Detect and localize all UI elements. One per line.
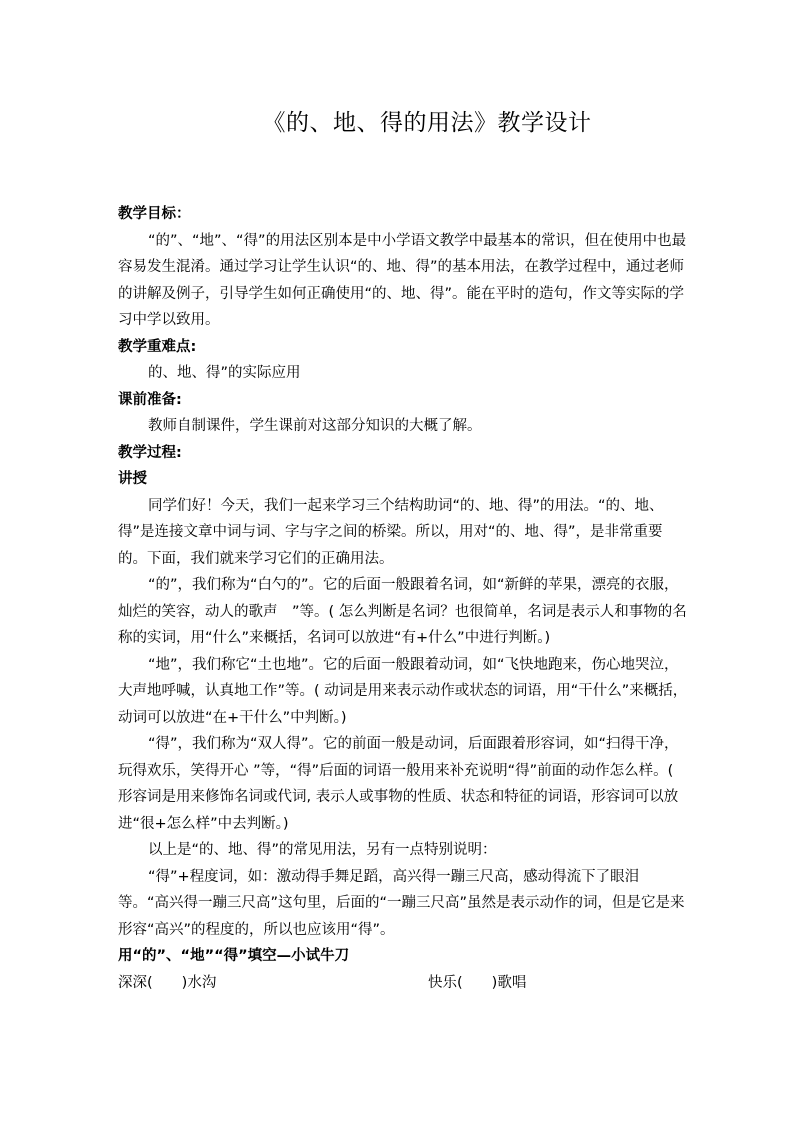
difficulty-text: 的、地、得”的实际应用 <box>148 365 301 381</box>
process-heading: 教学过程: <box>118 444 182 461</box>
exercise-row <box>118 970 688 997</box>
exercise-item-right: 快乐( )歌唱 <box>428 974 527 991</box>
goal-heading: 教学目标： <box>118 206 191 222</box>
lecture-heading: 讲授 <box>118 471 147 487</box>
prep-heading: 课前准备: <box>118 391 182 408</box>
prep-text: 教师自制课件，学生课前对这部分知识的大概了解。 <box>148 418 482 434</box>
page-title: 《的、地、得的用法》教学设计 <box>262 110 592 136</box>
paragraph-di: “地”，我们称它“土也地”。它的后面一般跟着动词，如“飞快地跑来，伤心地哭泣，大声地呼喊，认真地工作”等。( 动词是用来表示动作或状态的词语，用“干什么”来概括，动词可以放进“在+干什么”中判断。) <box>118 656 688 726</box>
document-body <box>118 201 688 996</box>
exercise-item-left: 深深( )水沟 <box>118 974 217 991</box>
paragraph-de: “的”，我们称为“白勺的”。它的后面一般跟着名词，如“新鲜的苹果，漂亮的衣服，灿烂的笑容，动人的歌声 ”等。( 怎么判断是名词？也很简单，名词是表示人和事物的名称的实词，用“什么”来概括，名词可以放进“有+什么”中进行判断。) <box>118 577 687 646</box>
paragraph-dei: “得”，我们称为“双人得”。它的前面一般是动词，后面跟着形容词，如“扫得干净，玩得欢乐，笑得开心 ”等，“得”后面的词语一般用来补充说明“得”前面的动作怎么样。( 形容词是用来修饰名词或代词, 表示人或事物的性质、状态和特征的词语，形容词可以放进“很+怎么样”中去判断。) <box>118 736 679 832</box>
paragraph-summary: 以上是“的、地、得”的常见用法，另有一点特别说明： <box>148 842 497 858</box>
difficulty-heading: 教学重难点: <box>118 338 197 355</box>
goal-text: “的”、“地”、“得”的用法区别本是中小学语文教学中最基本的常识，但在使用中也最容易发生混淆。通过学习让学生认识“的、地、得”的基本用法，在教学过程中，通过老师的讲解及例子，引导学生如何正确使用“的、地、得”。能在平时的造句，作文等实际的学习中学以致用。 <box>118 232 687 328</box>
paragraph-intro: 同学们好！今天，我们一起来学习三个结构助词“的、地、得”的用法。“的、地、得”是连接文章中词与词、字与字之间的桥梁。所以，用对“的、地、得”，是非常重要的。下面，我们就来学习它们的正确用法。 <box>118 497 664 567</box>
paragraph-special: “得”+程度词，如：激动得手舞足蹈，高兴得一蹦三尺高，感动得流下了眼泪 等。“高兴得一蹦三尺高”这句里，后面的“一蹦三尺高”虽然是表示动作的词，但是它是来形容“高兴”的程度的，所以也应该用“得”。 <box>118 868 685 938</box>
exercise-heading: 用“的”、“地”“得”填空—小试牛刀 <box>118 948 350 964</box>
